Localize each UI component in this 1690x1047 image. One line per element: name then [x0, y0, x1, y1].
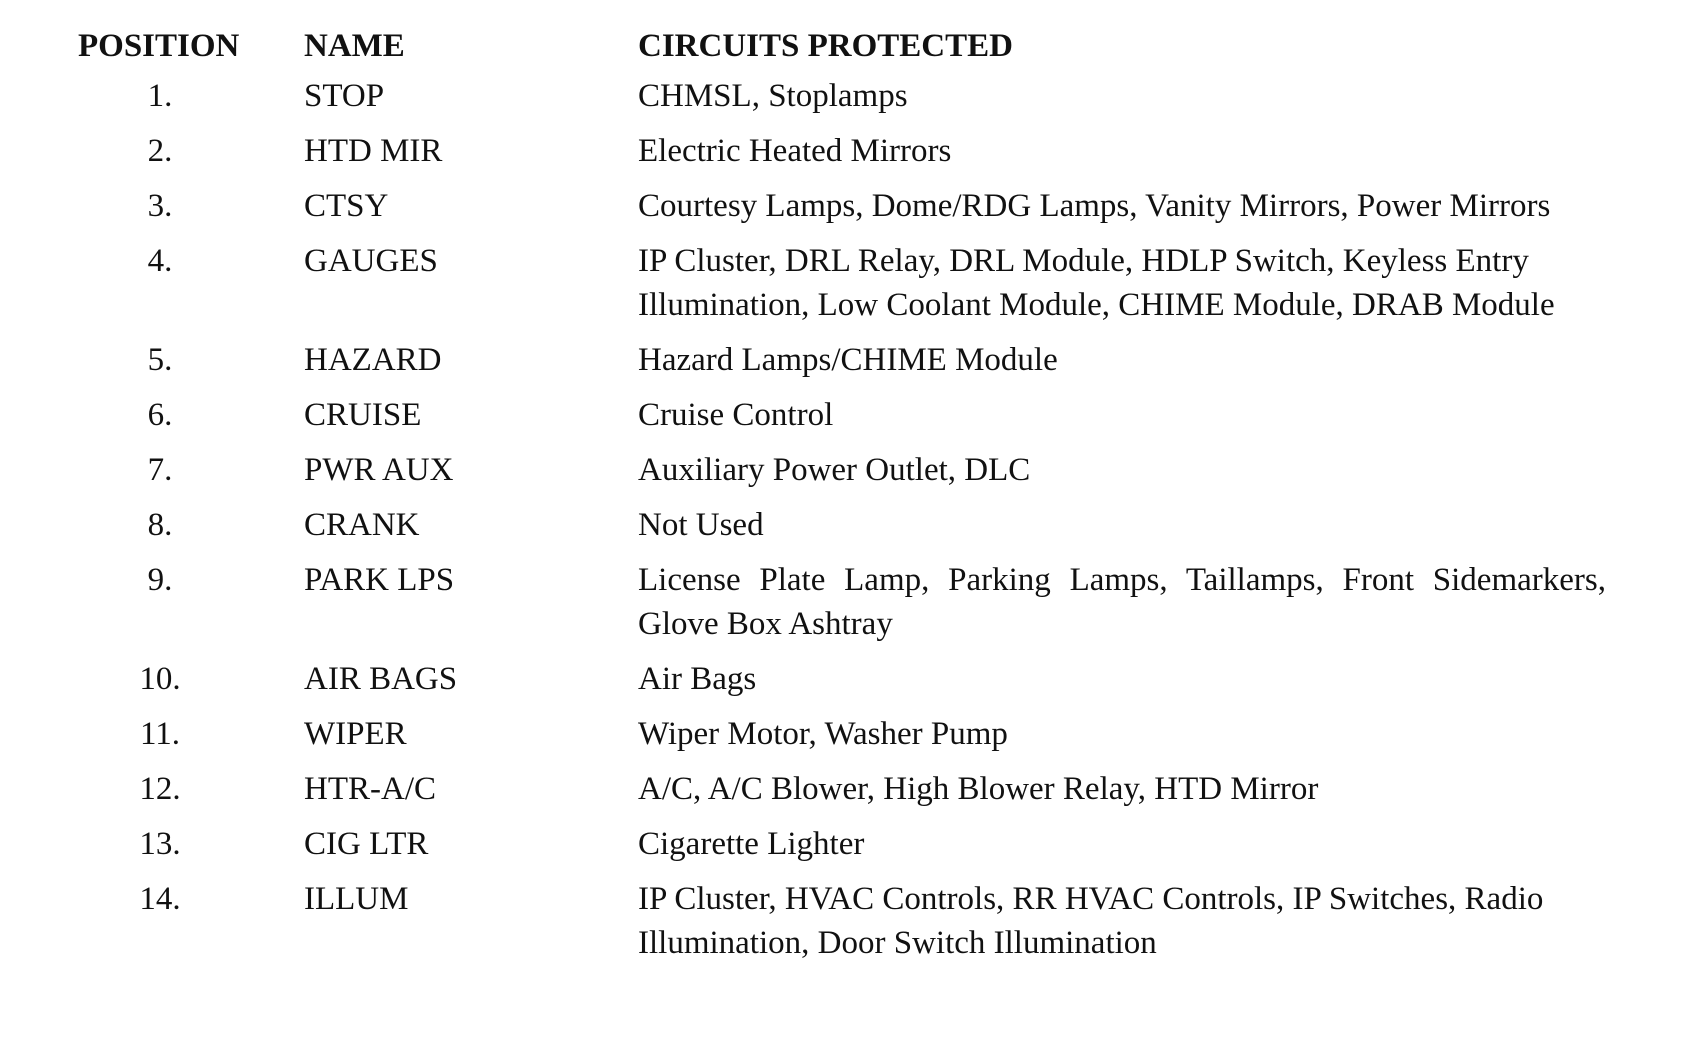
table-row — [78, 74, 1618, 118]
row-name: WIPER — [304, 716, 407, 752]
header-position: POSITION — [78, 28, 240, 64]
row-circuits: Courtesy Lamps, Dome/RDG Lamps, Vanity Mirrors, Power Mirrors — [638, 188, 1551, 224]
row-circuits: Not Used — [638, 507, 764, 543]
row-name: ILLUM — [304, 881, 409, 917]
row-circuits: IP Cluster, DRL Relay, DRL Module, HDLP Switch, Keyless Entry Illumination, Low Coolant Module, CHIME Module, DRAB Module — [638, 243, 1555, 323]
row-circuits: License Plate Lamp, Parking Lamps, Taillamps, Front Sidemarkers, Glove Box Ashtray — [638, 562, 1606, 642]
table-row — [78, 184, 1618, 228]
table-row — [78, 503, 1618, 547]
row-circuits: A/C, A/C Blower, High Blower Relay, HTD Mirror — [638, 771, 1319, 807]
row-name: CIG LTR — [304, 826, 429, 862]
row-name: PWR AUX — [304, 452, 454, 488]
row-circuits: Auxiliary Power Outlet, DLC — [638, 452, 1031, 488]
table-row — [78, 448, 1618, 492]
row-position: 13. — [139, 826, 181, 862]
row-circuits: IP Cluster, HVAC Controls, RR HVAC Controls, IP Switches, Radio Illumination, Door Switch Illumination — [638, 881, 1544, 961]
row-position: 12. — [139, 771, 181, 807]
header-name: NAME — [304, 28, 405, 64]
row-position: 2. — [147, 133, 173, 169]
row-position: 3. — [147, 188, 173, 224]
table-row — [78, 657, 1618, 701]
row-position: 9. — [147, 562, 173, 598]
row-circuits: Wiper Motor, Washer Pump — [638, 716, 1008, 752]
row-name: HTD MIR — [304, 133, 443, 169]
row-name: PARK LPS — [304, 562, 455, 598]
table-header-row — [78, 24, 1618, 74]
row-position: 6. — [147, 397, 173, 433]
row-circuits: CHMSL, Stoplamps — [638, 78, 908, 114]
table-row — [78, 129, 1618, 173]
table-row — [78, 558, 1618, 646]
table-row — [78, 822, 1618, 866]
row-position: 5. — [147, 342, 173, 378]
row-position: 1. — [147, 78, 173, 114]
row-name: HTR-A/C — [304, 771, 436, 807]
table-row — [78, 877, 1618, 965]
row-name: CTSY — [304, 188, 389, 224]
row-position: 14. — [139, 881, 181, 917]
row-name: STOP — [304, 78, 385, 114]
row-position: 11. — [139, 716, 181, 752]
row-position: 7. — [147, 452, 173, 488]
table-row — [78, 393, 1618, 437]
row-circuits: Cigarette Lighter — [638, 826, 865, 862]
row-name: HAZARD — [304, 342, 442, 378]
table-row — [78, 338, 1618, 382]
table-row — [78, 767, 1618, 811]
row-circuits: Hazard Lamps/CHIME Module — [638, 342, 1058, 378]
row-circuits: Electric Heated Mirrors — [638, 133, 952, 169]
row-name: CRANK — [304, 507, 420, 543]
table-row — [78, 712, 1618, 756]
row-circuits: Air Bags — [638, 661, 757, 697]
table-row — [78, 239, 1618, 327]
row-name: AIR BAGS — [304, 661, 458, 697]
row-name: CRUISE — [304, 397, 422, 433]
header-circuits: CIRCUITS PROTECTED — [638, 28, 1013, 64]
row-position: 4. — [147, 243, 173, 279]
row-name: GAUGES — [304, 243, 438, 279]
row-position: 10. — [139, 661, 181, 697]
row-circuits: Cruise Control — [638, 397, 834, 433]
fuse-table — [78, 24, 1618, 976]
row-position: 8. — [147, 507, 173, 543]
